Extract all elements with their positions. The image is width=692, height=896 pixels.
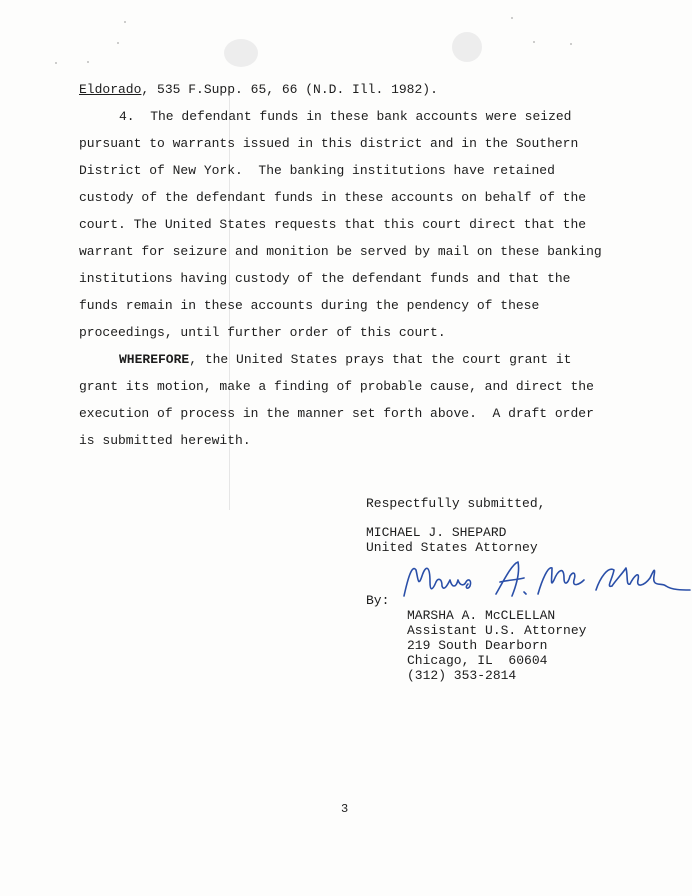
prayer-line: grant its motion, make a finding of probable cause, and direct the [79,379,594,394]
page-number: 3 [341,802,349,816]
handwritten-signature [400,556,692,614]
signer-name: MARSHA A. McCLELLAN [407,608,556,623]
case-name: Eldorado [79,82,142,97]
case-citation: , 535 F.Supp. 65, 66 (N.D. Ill. 1982). [141,82,438,97]
by-label: By: [366,593,390,608]
closing: Respectfully submitted, [366,496,546,511]
paragraph-4-line: 4. The defendant funds in these bank accounts were seized [119,109,572,124]
paragraph-4-line: warrant for seizure and monition be served by mail on these banking [79,244,602,259]
paragraph-4-line: court. The United States requests that this court direct that the [79,217,587,232]
speck [124,21,126,23]
paragraph-4-line: institutions having custody of the defendant funds and that the [79,271,571,286]
paragraph-4-line: custody of the defendant funds in these accounts on behalf of the [79,190,587,205]
punch-hole-right [452,32,482,62]
prayer-first-line-text: , the United States prays that the court grant it [189,352,572,367]
paragraph-4-line: proceedings, until further order of this court. [79,325,446,340]
paragraph-4-line: pursuant to warrants issued in this district and in the Southern [79,136,579,151]
signer-info [407,608,586,683]
address-city: Chicago, IL 60604 [407,653,548,668]
speck [511,17,513,19]
signature-block [366,495,545,555]
attorney-title: United States Attorney [366,540,538,555]
speck [117,42,119,44]
body-text [79,76,612,454]
paragraph-4-line: funds remain in these accounts during the pendency of these [79,298,540,313]
prayer-line: is submitted herewith. [79,433,251,448]
citation-line [79,76,612,103]
attorney-info [366,525,545,555]
speck [55,62,57,64]
phone-number: (312) 353-2814 [407,668,517,683]
speck [533,41,535,43]
speck [87,61,89,63]
signer-title: Assistant U.S. Attorney [407,623,587,638]
prayer-first-line [79,346,612,373]
wherefore-heading: WHEREFORE [119,352,190,367]
prayer-line: execution of process in the manner set forth above. A draft order [79,406,594,421]
paragraph-4-line: District of New York. The banking institutions have retained [79,163,555,178]
punch-hole-left [224,39,258,67]
address-street: 219 South Dearborn [407,638,548,653]
speck [570,43,572,45]
attorney-name: MICHAEL J. SHEPARD [366,525,507,540]
